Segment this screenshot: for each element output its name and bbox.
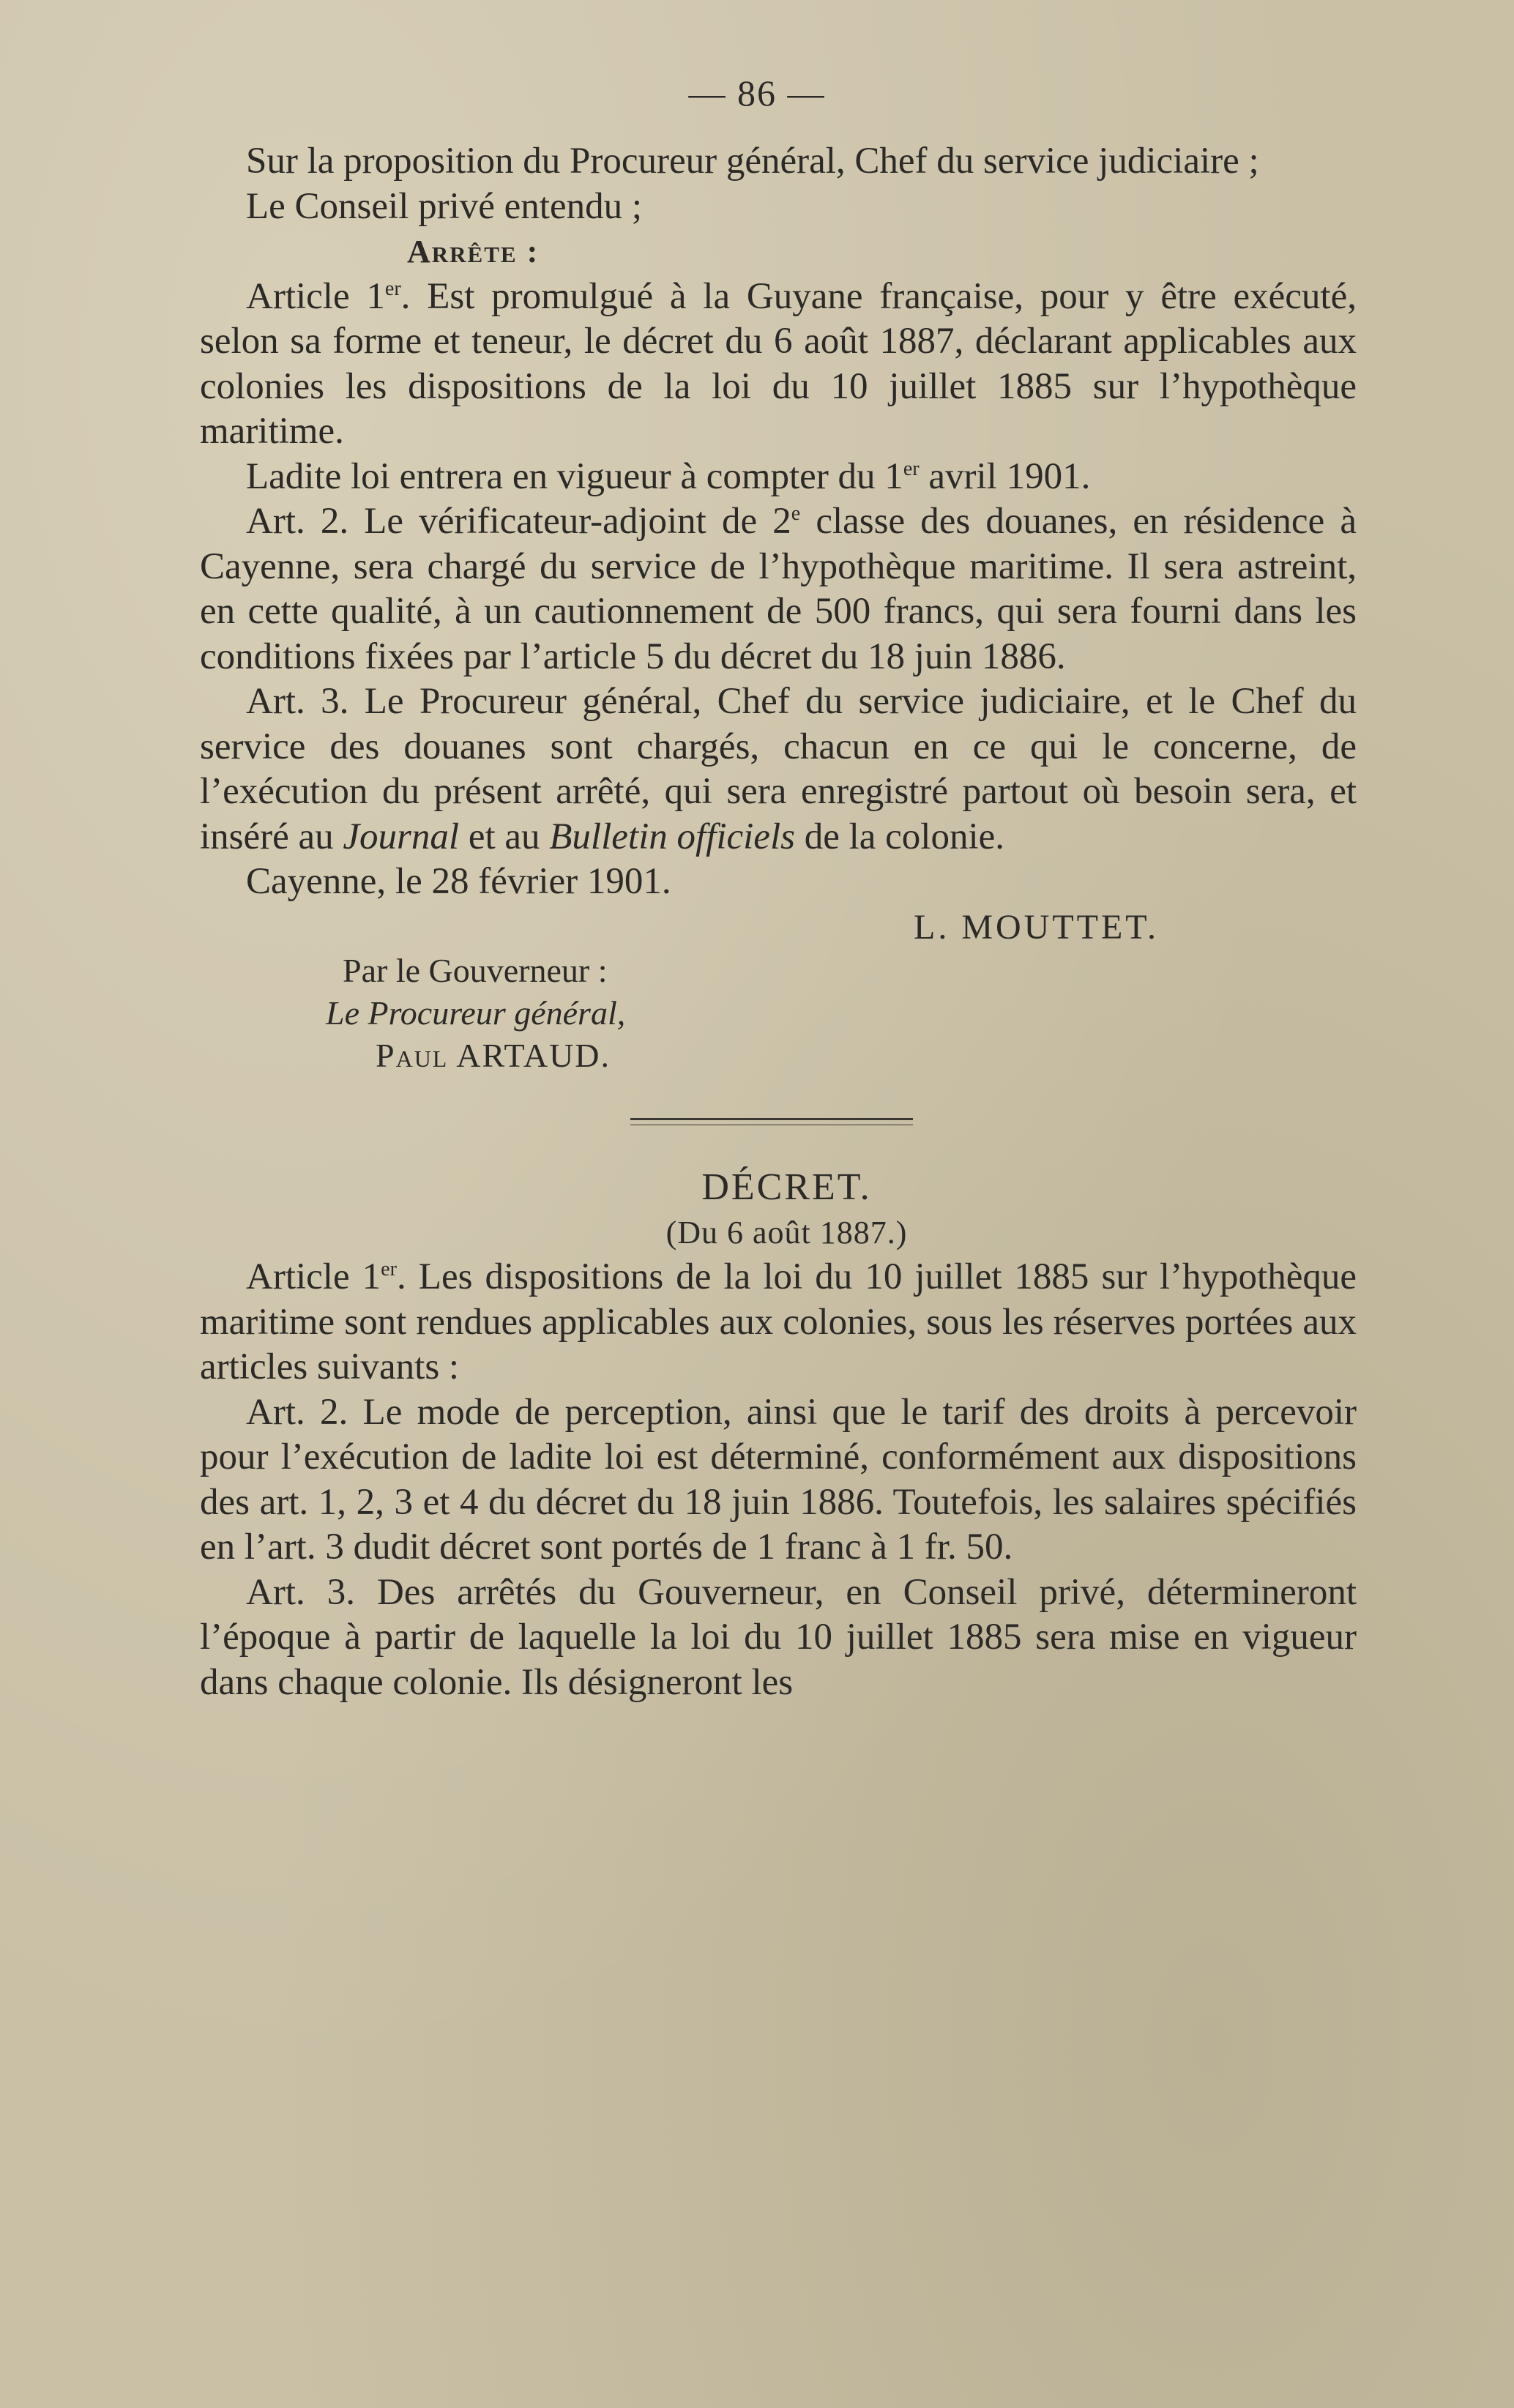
proposition-paragraph: Sur la proposition du Procureur général, Chef du service judiciaire ; [246, 141, 1259, 182]
countersign-line-3: Paul ARTAUD. [376, 1037, 611, 1074]
article-2-paragraph [200, 499, 1357, 679]
decret-article-1-text: . Les dispositions de la loi du 10 juillet 1885 sur l’hypothèque maritime sont rendues applicables aux colonies, sous les réserves portées aux articles suivants : [200, 1256, 1357, 1387]
countersign-line-1: Par le Gouverneur : [343, 952, 608, 989]
article-1-paragraph [200, 275, 1357, 455]
bulletin-word: Bulletin officiels [549, 816, 795, 857]
section-divider [200, 1077, 1357, 1165]
article-1-second-text: Ladite loi entrera en vigueur à compter du 1 [246, 455, 903, 497]
article-1-lead: Article 1 [246, 275, 385, 317]
decret-article-3-paragraph: Art. 3. Des arrêtés du Gouverneur, en Conseil privé, détermineront l’époque à partir de laquelle la loi du 10 juillet 1885 sera mise en vigueur dans chaque colonie. Ils désigneront les [200, 1571, 1357, 1703]
conseil-paragraph: Le Conseil privé entendu ; [246, 185, 643, 227]
countersign-block [200, 950, 1357, 1077]
article-1-second-paragraph [200, 455, 1357, 500]
countersign-line-2: Le Procureur général, [326, 994, 626, 1032]
article-1-second-superscript: er [903, 457, 920, 480]
article-3-mid: et au [459, 816, 550, 857]
article-3-end: de la colonie. [794, 816, 1005, 857]
decret-article-1-lead: Article 1 [246, 1256, 381, 1297]
article-1-superscript: er [384, 277, 401, 300]
decret-article-2-paragraph: Art. 2. Le mode de perception, ainsi que le tarif des droits à percevoir pour l’exécution de ladite loi est déterminé, conformément aux dispositions des art. 1, 2, 3 et 4 du décret du 18 juin 1886. Toutefois, les salaires spécifiés en l’art. 3 dudit décret sont portés de 1 franc à 1 fr. 50. [200, 1391, 1357, 1568]
divider-rule [630, 1118, 913, 1125]
article-2-text-after: classe des douanes, en résidence à Cayenne, sera chargé du service de l’hypothèque maritime. Il sera astreint, en cette qualité, à un cautionnement de 500 francs, qui sera fourni dans les conditions fixées par l’article 5 du décret du 18 juin 1886. [200, 501, 1357, 677]
decret-article-1-superscript: er [381, 1258, 397, 1281]
signatory-name: L. MOUTTET. [914, 907, 1160, 947]
document-body [200, 139, 1357, 1705]
article-2-superscript: e [791, 502, 801, 525]
journal-word: Journal [343, 816, 460, 857]
article-3-text: Art. 3. Le Procureur général, Chef du service judiciaire, et le Chef du service des douanes sont chargés, chacun en ce qui le concerne, de l’exécution du présent arrêté, qui sera enregistré partout où besoin sera, et inséré au [200, 681, 1357, 857]
decret-title: DÉCRET. [701, 1166, 872, 1208]
article-1-second-tail: avril 1901. [919, 455, 1091, 497]
article-1-text: . Est promulgué à la Guyane française, pour y être exécuté, selon sa forme et teneur, le décret du 6 août 1887, déclarant applicables aux colonies les dispositions de la loi du 10 juillet 1885 sur l’hypothèque maritime. [200, 275, 1357, 452]
article-3-paragraph [200, 679, 1357, 860]
arrete-heading: Arrête : [407, 234, 540, 269]
place-date: Cayenne, le 28 février 1901. [246, 861, 671, 902]
decret-date: (Du 6 août 1887.) [665, 1214, 908, 1250]
decret-article-1-paragraph [200, 1255, 1357, 1390]
article-2-text-before: Art. 2. Le vérificateur-adjoint de 2 [246, 501, 791, 542]
page-number: — 86 — [688, 72, 826, 113]
